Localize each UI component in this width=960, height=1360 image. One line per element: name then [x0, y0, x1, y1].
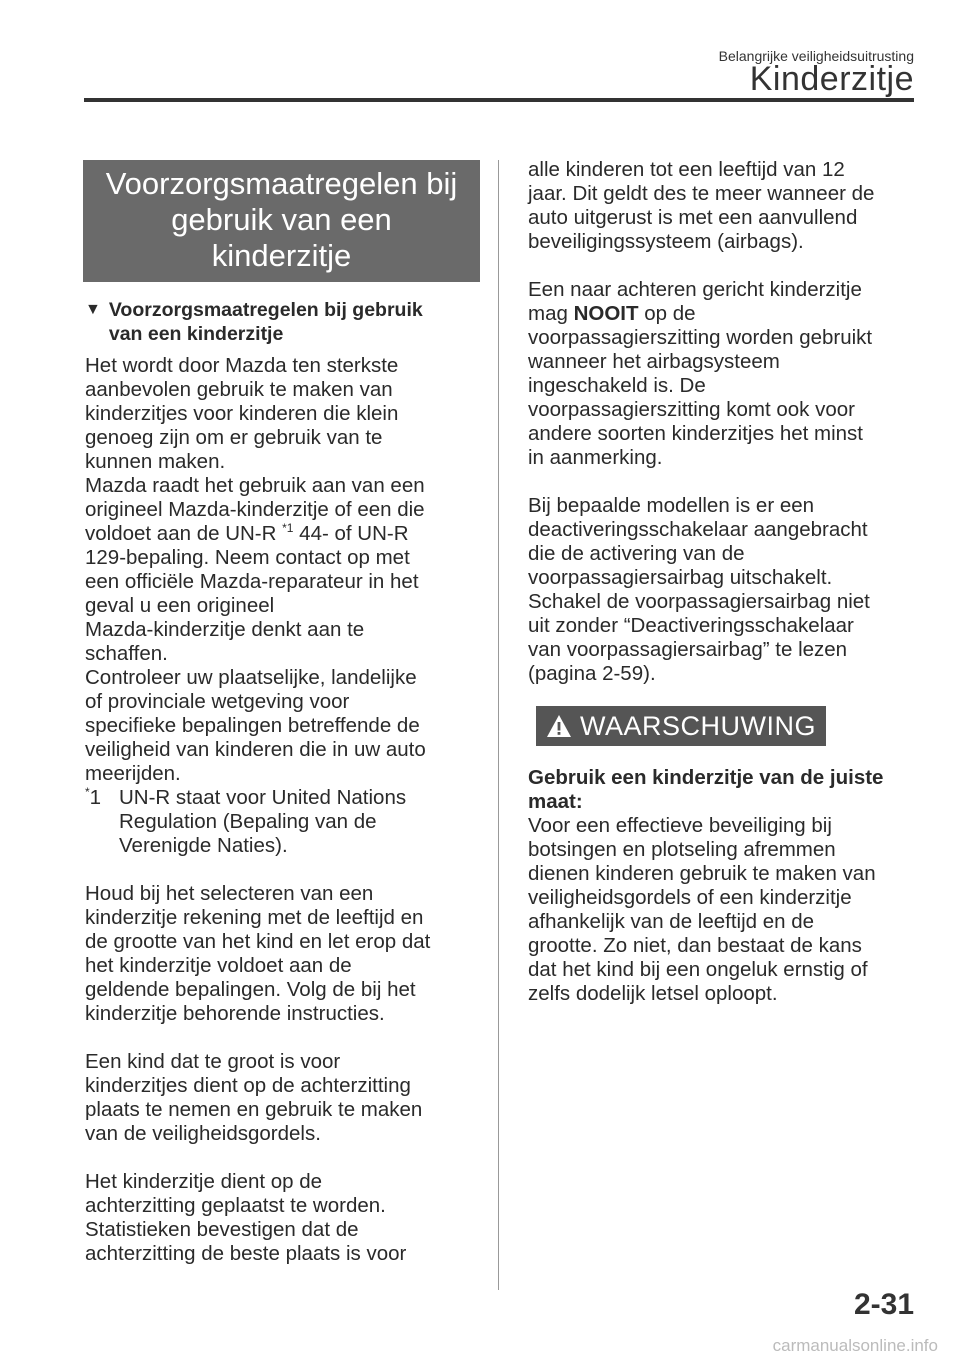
- text-line: Het wordt door Mazda ten sterkste: [85, 354, 399, 377]
- text-line: origineel Mazda-kinderzitje of een die: [85, 498, 425, 521]
- text-line: veiligheidsgordels of een kinderzitje: [528, 886, 852, 909]
- text-line: Statistieken bevestigen dat de: [85, 1218, 359, 1241]
- section-title-line: Voorzorgsmaatregelen bij: [105, 166, 458, 201]
- text-line: van de veiligheidsgordels.: [85, 1122, 321, 1145]
- text-line: Gebruik een kinderzitje van de juiste: [528, 766, 884, 789]
- text-line: (pagina 2-59).: [528, 662, 656, 685]
- header-rule: [84, 98, 914, 102]
- text-line: specifieke bepalingen betreffende de: [85, 714, 420, 737]
- text-span: 44- of UN-R: [293, 522, 409, 545]
- footnote-line: Regulation (Bepaling van de: [119, 810, 377, 833]
- text-line: jaar. Dit geldt des te meer wanneer de: [528, 182, 875, 205]
- text-line: aanbevolen gebruik te maken van: [85, 378, 393, 401]
- text-line: geval u een origineel: [85, 594, 275, 617]
- right-column: [528, 158, 913, 1006]
- paragraph: [85, 354, 475, 786]
- warning-body: [528, 814, 913, 1006]
- text-line: Een kind dat te groot is voor: [85, 1050, 341, 1073]
- text-line: Een naar achteren gericht kinderzitje: [528, 278, 862, 301]
- text-line: auto uitgerust is met een aanvullend: [528, 206, 858, 229]
- text-line: schaffen.: [85, 642, 168, 665]
- text-line: maat:: [528, 790, 583, 813]
- text-line: van voorpassagiersairbag” te lezen: [528, 638, 848, 661]
- warning-badge: [536, 706, 826, 746]
- text-line: voorpassagierszitting worden gebruikt: [528, 326, 873, 349]
- text-line: dienen kinderen gebruik te maken van: [528, 862, 876, 885]
- text-line: grootte. Zo niet, dan bestaat de kans: [528, 934, 862, 957]
- section-title-box: [83, 160, 480, 282]
- paragraph: [528, 278, 913, 470]
- text-line: afhankelijk van de leeftijd en de: [528, 910, 815, 933]
- text-line: voorpassagiersairbag uitschakelt.: [528, 566, 833, 589]
- text-line: dat het kind bij een ongeluk ernstig of: [528, 958, 868, 981]
- section-title-line: gebruik van een: [171, 202, 392, 237]
- subheading-line: van een kinderzitje: [108, 323, 284, 345]
- text-line: Controleer uw plaatselijke, landelijke: [85, 666, 417, 689]
- text-line: ingeschakeld is. De: [528, 374, 706, 397]
- text-line: Schakel de voorpassagiersairbag niet: [528, 590, 870, 613]
- text-line: kinderzitjes dient op de achterzitting: [85, 1074, 411, 1097]
- warning-triangle-icon: [546, 714, 572, 738]
- text-span: voldoet aan de UN-R: [85, 522, 283, 545]
- text-line: de grootte van het kind en let erop dat: [85, 930, 431, 953]
- text-line: achterzitting geplaatst te worden.: [85, 1194, 386, 1217]
- text-line: of provinciale wetgeving voor: [85, 690, 350, 713]
- text-line: kinderzitje rekening met de leeftijd en: [85, 906, 424, 929]
- text-line: andere soorten kinderzitjes het minst: [528, 422, 864, 445]
- text-line: voorpassagierszitting komt ook voor: [528, 398, 856, 421]
- paragraph: [528, 494, 913, 686]
- text-line: [85, 522, 475, 546]
- text-line: meerijden.: [85, 762, 181, 785]
- section-title-line: kinderzitje: [211, 238, 352, 273]
- section-label: Belangrijke veiligheidsuitrusting: [718, 48, 914, 64]
- text-line: Houd bij het selecteren van een: [85, 882, 374, 905]
- emphasis-nooit: NOOIT: [573, 302, 639, 325]
- text-line: veiligheid van kinderen die in uw auto: [85, 738, 426, 761]
- text-line: deactiveringsschakelaar aangebracht: [528, 518, 868, 541]
- text-line: kinderzitjes voor kinderen die klein: [85, 402, 399, 425]
- text-line: Mazda-kinderzitje denkt aan te: [85, 618, 365, 641]
- warning-heading: [528, 766, 913, 814]
- text-line: Bij bepaalde modellen is er een: [528, 494, 815, 517]
- text-line: uit zonder “Deactiveringsschakelaar: [528, 614, 854, 637]
- paragraph: [85, 882, 475, 1026]
- footnote-number: [85, 786, 119, 858]
- text-line: Voor een effectieve beveiliging bij: [528, 814, 832, 837]
- text-line: botsingen en plotseling afremmen: [528, 838, 836, 861]
- footnote-ref: *1: [282, 521, 294, 536]
- subheading-line: Voorzorgsmaatregelen bij gebruik: [108, 299, 423, 321]
- chapter-title: Kinderzitje: [749, 60, 914, 98]
- paragraph: [528, 158, 913, 254]
- text-span: op de: [638, 302, 696, 325]
- footnote-line: UN-R staat voor United Nations: [119, 786, 407, 809]
- text-line: wanneer het airbagsysteem: [528, 350, 780, 373]
- text-line: Het kinderzitje dient op de: [85, 1170, 323, 1193]
- text-line: 129-bepaling. Neem contact op met: [85, 546, 410, 569]
- paragraph: [85, 1050, 475, 1146]
- text-line: kinderzitje behorende instructies.: [85, 1002, 385, 1025]
- text-line: zelfs dodelijk letsel oploopt.: [528, 982, 778, 1005]
- text-line: kunnen maken.: [85, 450, 226, 473]
- triangle-down-icon: ▼: [85, 301, 101, 318]
- text-line: achterzitting de beste plaats is voor: [85, 1242, 407, 1265]
- text-span: mag: [528, 302, 574, 325]
- column-divider: [498, 160, 499, 1290]
- text-line: het kinderzitje voldoet aan de: [85, 954, 352, 977]
- watermark: carmanualsonline.info: [772, 1336, 938, 1355]
- footnote-num: 1: [89, 786, 102, 809]
- paragraph: [85, 1170, 475, 1266]
- text-line: plaats te nemen en gebruik te maken: [85, 1098, 423, 1121]
- left-column: [85, 160, 475, 1266]
- text-line: [528, 302, 913, 326]
- text-line: die de activering van de: [528, 542, 745, 565]
- footnote: [85, 786, 475, 858]
- text-line: beveiligingssysteem (airbags).: [528, 230, 804, 253]
- page-number: 2-31: [853, 1288, 914, 1321]
- text-line: genoeg zijn om er gebruik van te: [85, 426, 383, 449]
- footnote-line: Verenigde Naties).: [119, 834, 288, 857]
- text-line: in aanmerking.: [528, 446, 663, 469]
- text-line: geldende bepalingen. Volg de bij het: [85, 978, 416, 1001]
- text-line: alle kinderen tot een leeftijd van 12: [528, 158, 845, 181]
- text-line: Mazda raadt het gebruik aan van een: [85, 474, 425, 497]
- footnote-marker: *: [85, 785, 90, 800]
- warning-label: WAARSCHUWING: [580, 711, 816, 741]
- subheading: [85, 298, 475, 346]
- text-line: een officiële Mazda-reparateur in het: [85, 570, 419, 593]
